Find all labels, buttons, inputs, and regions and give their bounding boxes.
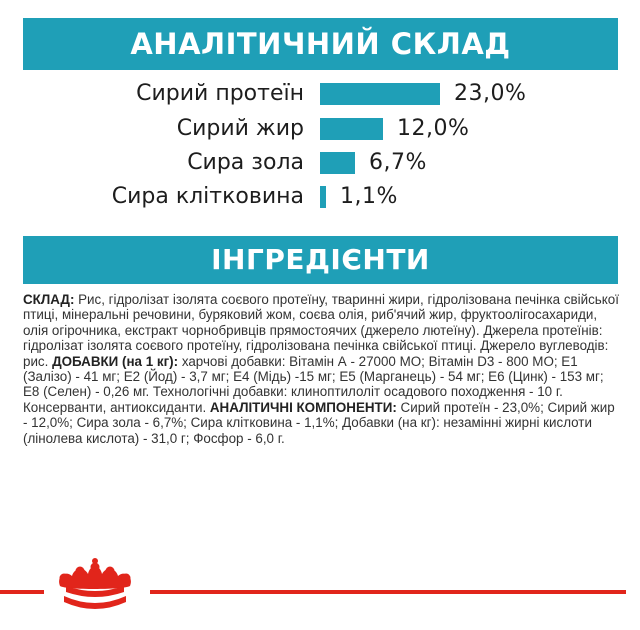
divider-left-segment — [0, 590, 44, 594]
nutrient-value: 12,0% — [397, 116, 470, 141]
nutrient-row — [0, 114, 640, 144]
nutrient-value: 6,7% — [369, 150, 427, 175]
nutrient-row — [0, 79, 640, 109]
nutrient-bar — [320, 186, 326, 208]
nutrient-bar — [320, 152, 355, 174]
crown-logo-icon — [40, 556, 150, 622]
analytical-components-label: АНАЛІТИЧНІ КОМПОНЕНТИ: — [209, 399, 397, 415]
nutrient-value: 23,0% — [454, 81, 527, 106]
nutrient-bar — [320, 118, 383, 140]
additives-label: ДОБАВКИ (на 1 кг): — [52, 353, 179, 369]
ingredients-banner — [23, 236, 618, 284]
composition-text: Рис, гідролізат ізолята соєвого протеїну, тваринні жири, гідролізована печінка свійської птиці, мінеральні речовини, буряковий жом, соєва олія, риб'ячий жир, фруктоолігосахариди, олія огірочника, екстракт чорнобривців прямостоячих (джерело лютеїну). Джерела протеїнів: гідролізат ізолята соєвого протеїну, гідролізована печінка свійської птиці. Джерело вуглеводів: рис. — [23, 292, 619, 369]
ingredients-title: ІНГРЕДІЄНТИ — [211, 243, 430, 276]
composition-label: СКЛАД: — [23, 292, 75, 307]
nutrient-label: Сирий протеїн — [136, 81, 304, 106]
ingredients-text — [23, 292, 621, 446]
divider-right-segment — [150, 590, 626, 594]
analytical-composition-banner — [23, 18, 618, 70]
nutrient-row — [0, 182, 640, 212]
analytical-composition-title: АНАЛІТИЧНИЙ СКЛАД — [130, 27, 511, 61]
nutrient-label: Сира зола — [187, 150, 304, 175]
nutrient-label: Сирий жир — [176, 116, 304, 141]
nutrient-value: 1,1% — [340, 184, 398, 209]
nutrient-bar — [320, 83, 440, 105]
additives-text: харчові добавки: Вітамін А - 27000 МО; Вітамін D3 - 800 МО; Е1 (Залізо) - 41 мг; Е2 (Йод) - 3,7 мг; Е4 (Мідь) -15 мг; Е5 (Марганець) - 54 мг; Е6 (Цинк) - 153 мг; Е8 (Селен) - 0,26 мг. Технологічні добавки: клиноптилоліт осадового походження - 10 г. Консерванти, антиоксиданти. — [23, 353, 604, 415]
analytical-components-text: Сирий протеїн - 23,0%; Сирий жир - 12,0%; Сира зола - 6,7%; Сира клітковина - 1,1%; Добавки (на кг): незамінні жирні кислоти (лінолева кислота) - 31,0 г; Фосфор - 6,0 г. — [23, 399, 615, 446]
nutrient-row — [0, 148, 640, 178]
nutrient-label: Сира клітковина — [111, 184, 304, 209]
